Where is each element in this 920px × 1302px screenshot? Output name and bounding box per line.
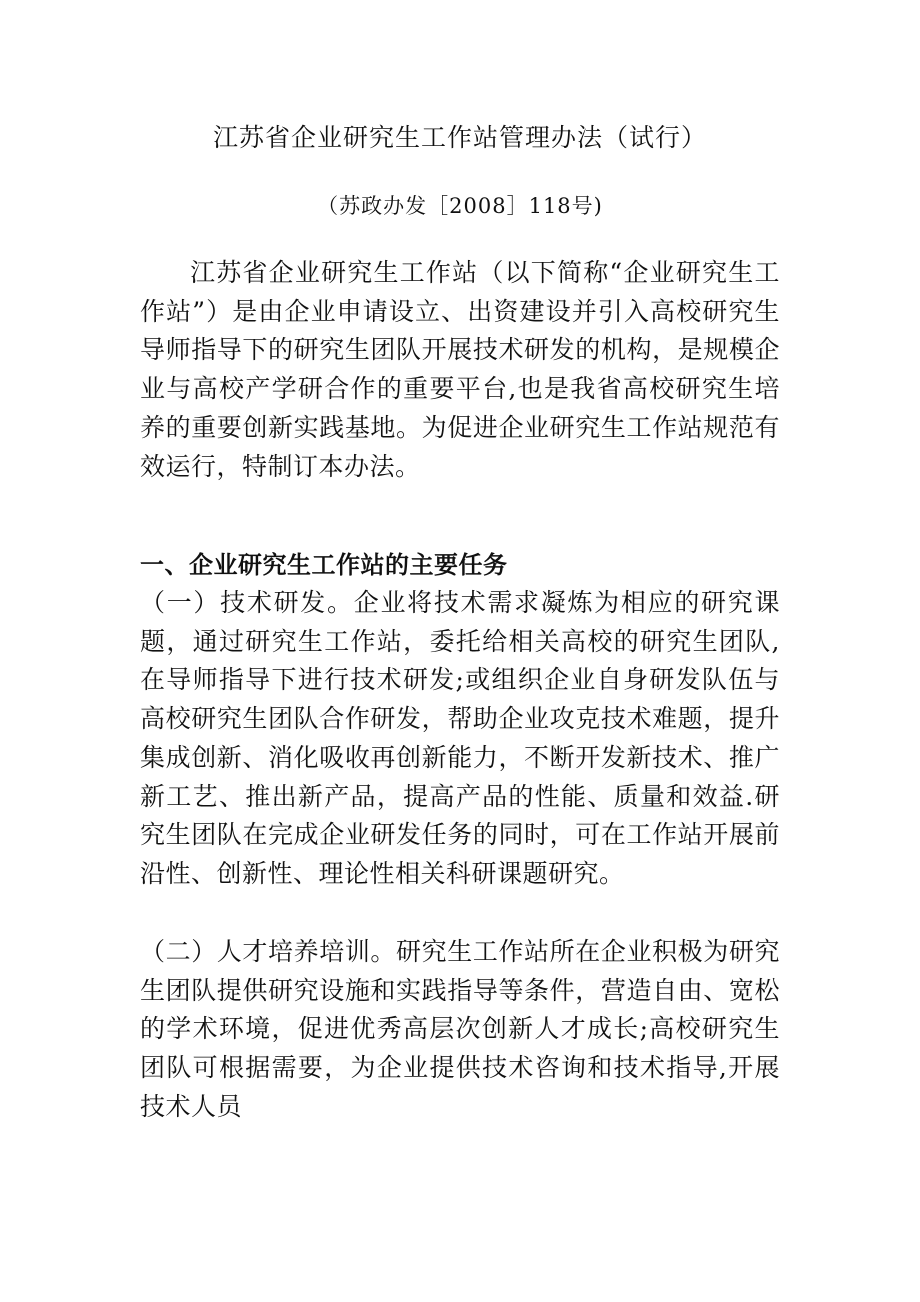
section-heading: 一、企业研究生工作站的主要任务 [140,551,508,579]
intro-block [140,254,780,486]
document-title: 江苏省企业研究生工作站管理办法（试行） [212,123,707,152]
section-heading-block [140,546,780,585]
item-1-paragraph: （一）技术研发。企业将技术需求凝炼为相应的研究课题，通过研究生工作站，委托给相关高校的研究生团队,在导师指导下进行技术研发;或组织企业自身研发队伍与高校研究生团队合作研发，帮助企业攻克技术难题，提升集成创新、消化吸收再创新能力，不断开发新技术、推广新工艺、推出新产品，提高产品的性能、质量和效益.研究生团队在完成企业研发任务的同时，可在工作站开展前沿性、创新性、理论性相关科研课题研究。 [140,588,780,888]
document-number: （苏政办发［2008］118号) [317,194,603,218]
item-2-paragraph: （二）人才培养培训。研究生工作站所在企业积极为研究生团队提供研究设施和实践指导等条件，营造自由、宽松的学术环境，促进优秀高层次创新人才成长;高校研究生团队可根据需要，为企业提供技术咨询和技术指导,开展技术人员 [140,937,780,1121]
intro-paragraph: 江苏省企业研究生工作站（以下简称“企业研究生工作站”）是由企业申请设立、出资建设并引入高校研究生导师指导下的研究生团队开展技术研发的机构，是规模企业与高校产学研合作的重要平台,也是我省高校研究生培养的重要创新实践基地。为促进企业研究生工作站规范有效运行，特制订本办法。 [140,258,780,481]
item-2-block [140,933,780,1127]
item-1-block [140,584,780,894]
